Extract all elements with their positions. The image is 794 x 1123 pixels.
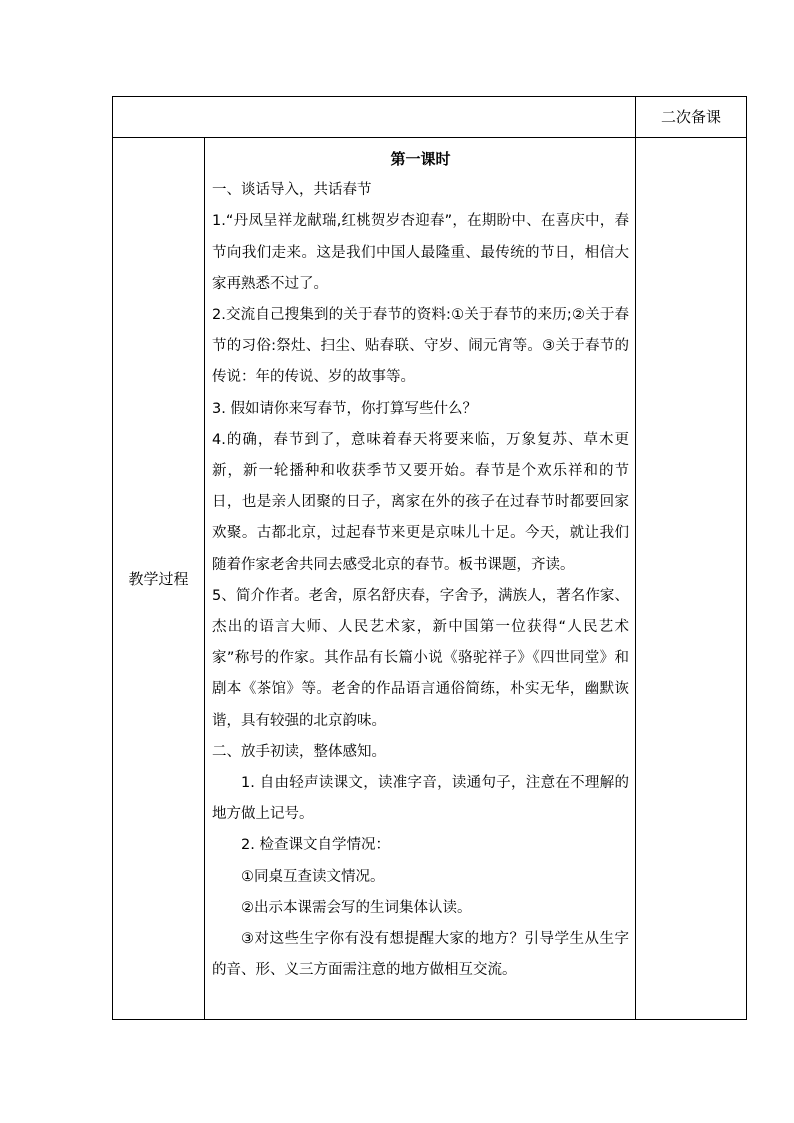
- paragraph: 2. 检查课文自学情况：: [241, 837, 390, 854]
- paragraph: 1.“丹凤呈祥龙献瑞,红桃贺岁杏迎春”，在期盼中、在喜庆中，春节向我们走来。这是我们中国人最隆重、最传统的节日，相信大家再熟悉不过了。: [212, 213, 629, 292]
- section-heading: 一、谈话导入，共话春节: [212, 182, 372, 199]
- paragraph: 1. 自由轻声读课文，读准字音，读通句子，注意在不理解的地方做上记号。: [212, 775, 629, 823]
- teaching-process-label: 教学过程: [113, 138, 205, 1020]
- paragraph: 5、简介作者。老舍，原名舒庆春，字舍予，满族人，著名作家、杰出的语言大师、人民艺术家，新中国第一位获得“人民艺术家”称号的作家。其作品有长篇小说《骆驼祥子》《四世同堂》和剧本《茶馆》等。老舍的作品语言通俗简练，朴实无华，幽默诙谐，具有较强的北京韵味。: [212, 587, 629, 729]
- paragraph: 2.交流自己搜集到的关于春节的资料:①关于春节的来历;②关于春节的习俗:祭灶、扫尘、贴春联、守岁、闹元宵等。③关于春节的传说：年的传说、岁的故事等。: [212, 307, 629, 386]
- second-preparation-header: 二次备课: [636, 97, 747, 138]
- teaching-process-row: [113, 138, 747, 1020]
- paragraph: ③对这些生字你有没有想提醒大家的地方？引导学生从生字的音、形、义三方面需注意的地方做相互交流。: [212, 931, 629, 979]
- lesson-content-cell: [205, 138, 636, 1020]
- lesson-plan-table: [112, 96, 747, 1020]
- header-row: [113, 97, 747, 138]
- paragraph: 3. 假如请你来写春节，你打算写些什么？: [212, 400, 477, 417]
- paragraph: ②出示本课需会写的生词集体认读。: [241, 899, 472, 916]
- lesson-title: 第一课时: [390, 150, 451, 168]
- second-preparation-cell: [636, 138, 747, 1020]
- section-heading: 二、放手初读，整体感知。: [212, 743, 386, 760]
- header-blank-cell: [113, 97, 636, 138]
- paragraph: 4.的确，春节到了，意味着春天将要来临，万象复苏、草木更新，新一轮播种和收获季节又要开始。春节是个欢乐祥和的节日，也是亲人团聚的日子，离家在外的孩子在过春节时都要回家欢聚。古都北京，过起春节来更是京味儿十足。今天，就让我们随着作家老舍共同去感受北京的春节。板书课题，齐读。: [212, 431, 629, 573]
- paragraph: ①同桌互查读文情况。: [241, 868, 385, 885]
